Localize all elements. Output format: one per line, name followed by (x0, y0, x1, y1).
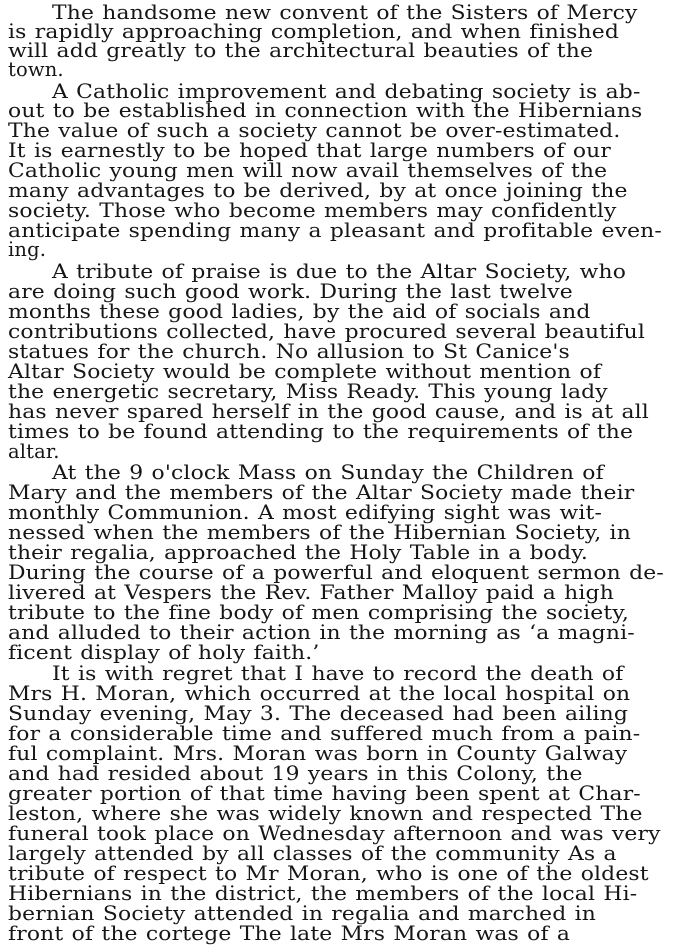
text-line: town. (8, 58, 64, 81)
text-line: A Catholic improvement and debating society is ab- (52, 80, 641, 103)
text-line: The value of such a society cannot be over-estimated. (8, 119, 621, 142)
text-line: the energetic secretary, Miss Ready. This young lady (8, 380, 608, 403)
text-line: monthly Communion. A most edifying sight was wit- (8, 501, 603, 524)
text-line: Mary and the members of the Altar Society made their (8, 481, 635, 504)
text-line: out to be established in connection with the Hibernians (8, 99, 643, 122)
text-line: Altar Society would be complete without mention of (8, 360, 602, 383)
text-line: A tribute of praise is due to the Altar Society, who (52, 260, 627, 283)
text-line: ing. (8, 238, 47, 261)
text-line: nessed when the members of the Hibernian Society, in (8, 521, 631, 544)
text-line: altar. (8, 440, 60, 463)
text-line: During the course of a powerful and eloquent sermon de- (8, 561, 664, 584)
text-line: leston, where she was widely known and respected The (8, 802, 643, 825)
text-line: bernian Society attended in regalia and marched in (8, 902, 597, 925)
text-line: are doing such good work. During the last twelve (8, 280, 573, 303)
text-line: greater portion of that time having been spent at Char- (8, 782, 641, 805)
text-line: tribute to the fine body of men comprising the society, (8, 601, 630, 624)
text-line: society. Those who become members may confidently (8, 199, 617, 222)
text-line: It is earnestly to be hoped that large numbers of our (8, 139, 612, 162)
text-line: will add greatly to the architectural beauties of the (8, 39, 594, 62)
text-line: times to be found attending to the requirements of the (8, 420, 634, 443)
text-line: tribute of respect to Mr Moran, who is one of the oldest (8, 862, 649, 885)
text-line: livered at Vespers the Rev. Father Malloy paid a high (8, 581, 614, 604)
text-line: and had resided about 19 years in this Colony, the (8, 762, 583, 785)
text-line: Hibernians in the district, the members of the local Hi- (8, 882, 638, 905)
text-line: months these good ladies, by the aid of socials and (8, 300, 591, 323)
text-line: has never spared herself in the good cause, and is at all (8, 400, 649, 423)
text-line: ful complaint. Mrs. Moran was born in County Galway (8, 742, 628, 765)
text-line: Catholic young men will now avail themselves of the (8, 159, 608, 182)
text-line: for a considerable time and suffered much from a pain- (8, 722, 641, 745)
text-line: their regalia, approached the Holy Table in a body. (8, 541, 588, 564)
text-line: many advantages to be derived, by at once joining the (8, 179, 628, 202)
text-line: contributions collected, have procured several beautiful (8, 320, 646, 343)
text-line: ficent display of holy faith.’ (8, 641, 320, 664)
text-line: largely attended by all classes of the community As a (8, 842, 617, 865)
text-line: At the 9 o'clock Mass on Sunday the Children of (52, 461, 604, 484)
text-line: The handsome new convent of the Sisters of Mercy (52, 1, 638, 24)
text-line: funeral took place on Wednesday afternoon and was very (8, 822, 661, 845)
text-line: anticipate spending many a pleasant and profitable even- (8, 219, 662, 242)
text-line: is rapidly approaching completion, and when finished (8, 20, 619, 43)
text-line: and alluded to their action in the morning as ‘a magni- (8, 621, 635, 644)
text-line: Sunday evening, May 3. The deceased had been ailing (8, 702, 629, 725)
text-line: front of the cortege The late Mrs Moran was of a (8, 922, 571, 945)
text-line: statues for the church. No allusion to St Canice's (8, 340, 570, 363)
text-line: Mrs H. Moran, which occurred at the local hospital on (8, 682, 631, 705)
text-line: It is with regret that I have to record the death of (52, 662, 624, 685)
